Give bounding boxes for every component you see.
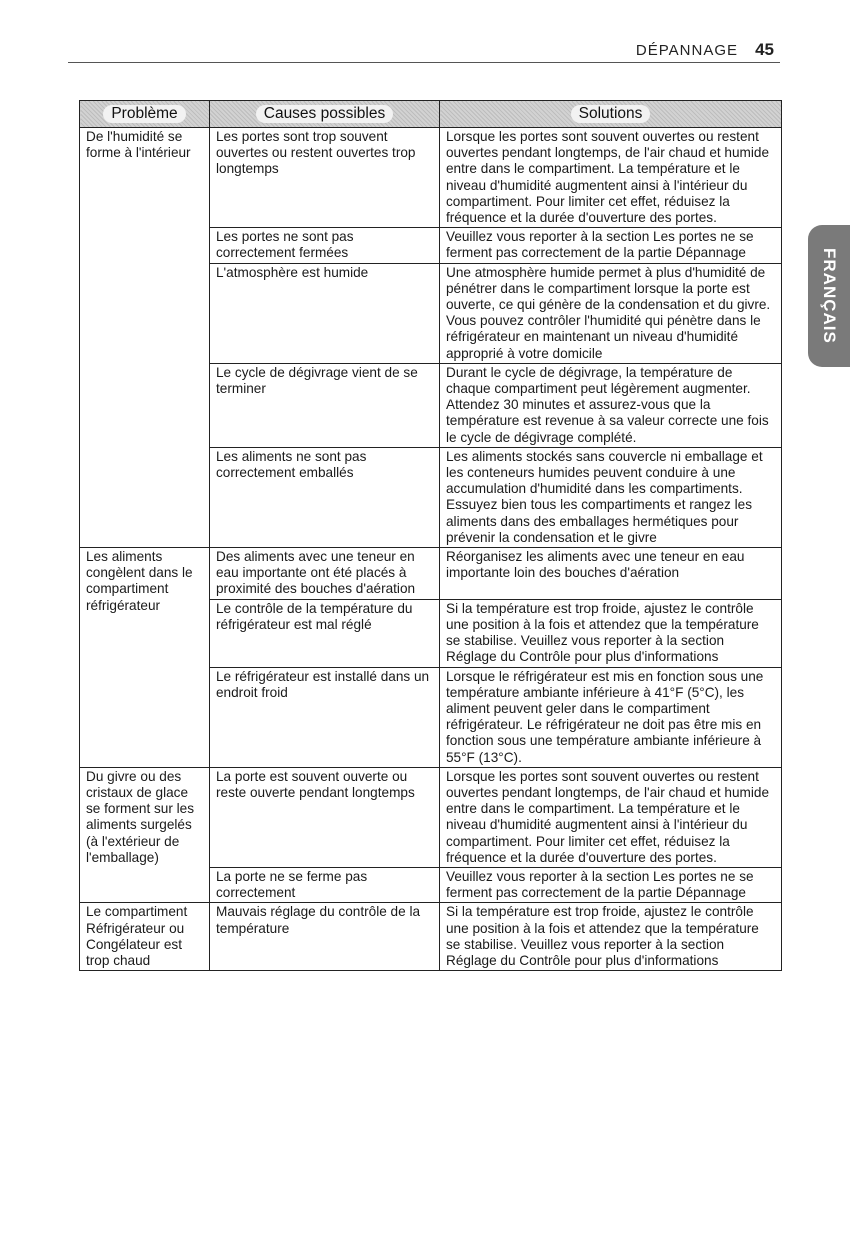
column-header-solutions: Solutions xyxy=(440,101,782,128)
column-header-problem: Problème xyxy=(80,101,210,128)
table-row xyxy=(80,767,782,867)
language-tab-label: FRANÇAIS xyxy=(820,248,839,344)
solution-cell: Veuillez vous reporter à la section Les portes ne se ferment pas correctement de la partie Dépannage xyxy=(440,867,782,902)
table-row xyxy=(80,128,782,228)
table-header-row xyxy=(80,101,782,128)
language-tab xyxy=(808,225,850,367)
problem-cell: Du givre ou des cristaux de glace se forment sur les aliments surgelés (à l'extérieur de l'emballage) xyxy=(80,767,210,903)
solution-cell: Si la température est trop froide, ajustez le contrôle une position à la fois et attendez que la température se stabilise. Veuillez vous reporter à la section Réglage du Contrôle pour plus d'informations xyxy=(440,903,782,971)
solution-cell: Les aliments stockés sans couvercle ni emballage et les conteneurs humides peuvent conduire à une accumulation d'humidité dans les compartiments. Essuyez bien tous les compartiments et rangez les aliments dans des emballages hermétiques pour prévenir la condensation et le givre xyxy=(440,447,782,547)
cause-cell: Les portes ne sont pas correctement fermées xyxy=(210,228,440,263)
problem-cell: De l'humidité se forme à l'intérieur xyxy=(80,128,210,548)
solution-cell: Veuillez vous reporter à la section Les portes ne se ferment pas correctement de la partie Dépannage xyxy=(440,228,782,263)
cause-cell: Mauvais réglage du contrôle de la température xyxy=(210,903,440,971)
section-title: DÉPANNAGE xyxy=(635,42,738,59)
column-header-causes: Causes possibles xyxy=(210,101,440,128)
cause-cell: Des aliments avec une teneur en eau importante ont été placés à proximité des bouches d'aération xyxy=(210,548,440,600)
solution-cell: Lorsque les portes sont souvent ouvertes ou restent ouvertes pendant longtemps, de l'air chaud et humide entre dans le compartiment. La température et le niveau d'humidité augmentent ainsi à l'intérieur du compartiment. Pour limiter cet effet, réduisez la fréquence et la durée d'ouverture des portes. xyxy=(440,128,782,228)
cause-cell: Le réfrigérateur est installé dans un endroit froid xyxy=(210,667,440,767)
cause-cell: Le cycle de dégivrage vient de se terminer xyxy=(210,363,440,447)
solution-cell: Lorsque le réfrigérateur est mis en fonction sous une température ambiante inférieure à 41°F (5°C), les aliment peuvent geler dans le compartiment réfrigérateur. Le réfrigérateur ne doit pas être mis en fonction sous une température ambiante inférieure à 55°F (13°C). xyxy=(440,667,782,767)
problem-cell: Le compartiment Réfrigérateur ou Congélateur est trop chaud xyxy=(80,903,210,971)
table-row xyxy=(80,548,782,600)
solution-cell: Lorsque les portes sont souvent ouvertes ou restent ouvertes pendant longtemps, de l'air chaud et humide entre dans le compartiment. La température et le niveau d'humidité augmentent ainsi à l'intérieur du compartiment. Pour limiter cet effet, réduisez la fréquence et la durée d'ouverture des portes. xyxy=(440,767,782,867)
solution-cell: Durant le cycle de dégivrage, la température de chaque compartiment peut légèrement augmenter. Attendez 30 minutes et assurez-vous que la température est revenue à sa valeur correcte une fois le cycle de dégivrage complété. xyxy=(440,363,782,447)
cause-cell: Les portes sont trop souvent ouvertes ou restent ouvertes trop longtemps xyxy=(210,128,440,228)
cause-cell: Le contrôle de la température du réfrigérateur est mal réglé xyxy=(210,599,440,667)
cause-cell: La porte est souvent ouverte ou reste ouverte pendant longtemps xyxy=(210,767,440,867)
solution-cell: Si la température est trop froide, ajustez le contrôle une position à la fois et attendez que la température se stabilise. Veuillez vous reporter à la section Réglage du Contrôle pour plus d'informations xyxy=(440,599,782,667)
solution-cell: Une atmosphère humide permet à plus d'humidité de pénétrer dans le compartiment lorsque la porte est ouverte, ce qui génère de la condensation et du givre. Vous pouvez contrôler l'humidité qui pénètre dans le réfrigérateur en maintenant un niveau d'humidité approprié à votre domicile xyxy=(440,263,782,363)
page-number: 45 xyxy=(755,40,774,59)
cause-cell: Les aliments ne sont pas correctement emballés xyxy=(210,447,440,547)
troubleshooting-table xyxy=(79,100,782,971)
cause-cell: L'atmosphère est humide xyxy=(210,263,440,363)
cause-cell: La porte ne se ferme pas correctement xyxy=(210,867,440,902)
table-row xyxy=(80,903,782,971)
solution-cell: Réorganisez les aliments avec une teneur en eau importante loin des bouches d'aération xyxy=(440,548,782,600)
problem-cell: Les aliments congèlent dans le compartiment réfrigérateur xyxy=(80,548,210,768)
page-header xyxy=(68,40,780,63)
